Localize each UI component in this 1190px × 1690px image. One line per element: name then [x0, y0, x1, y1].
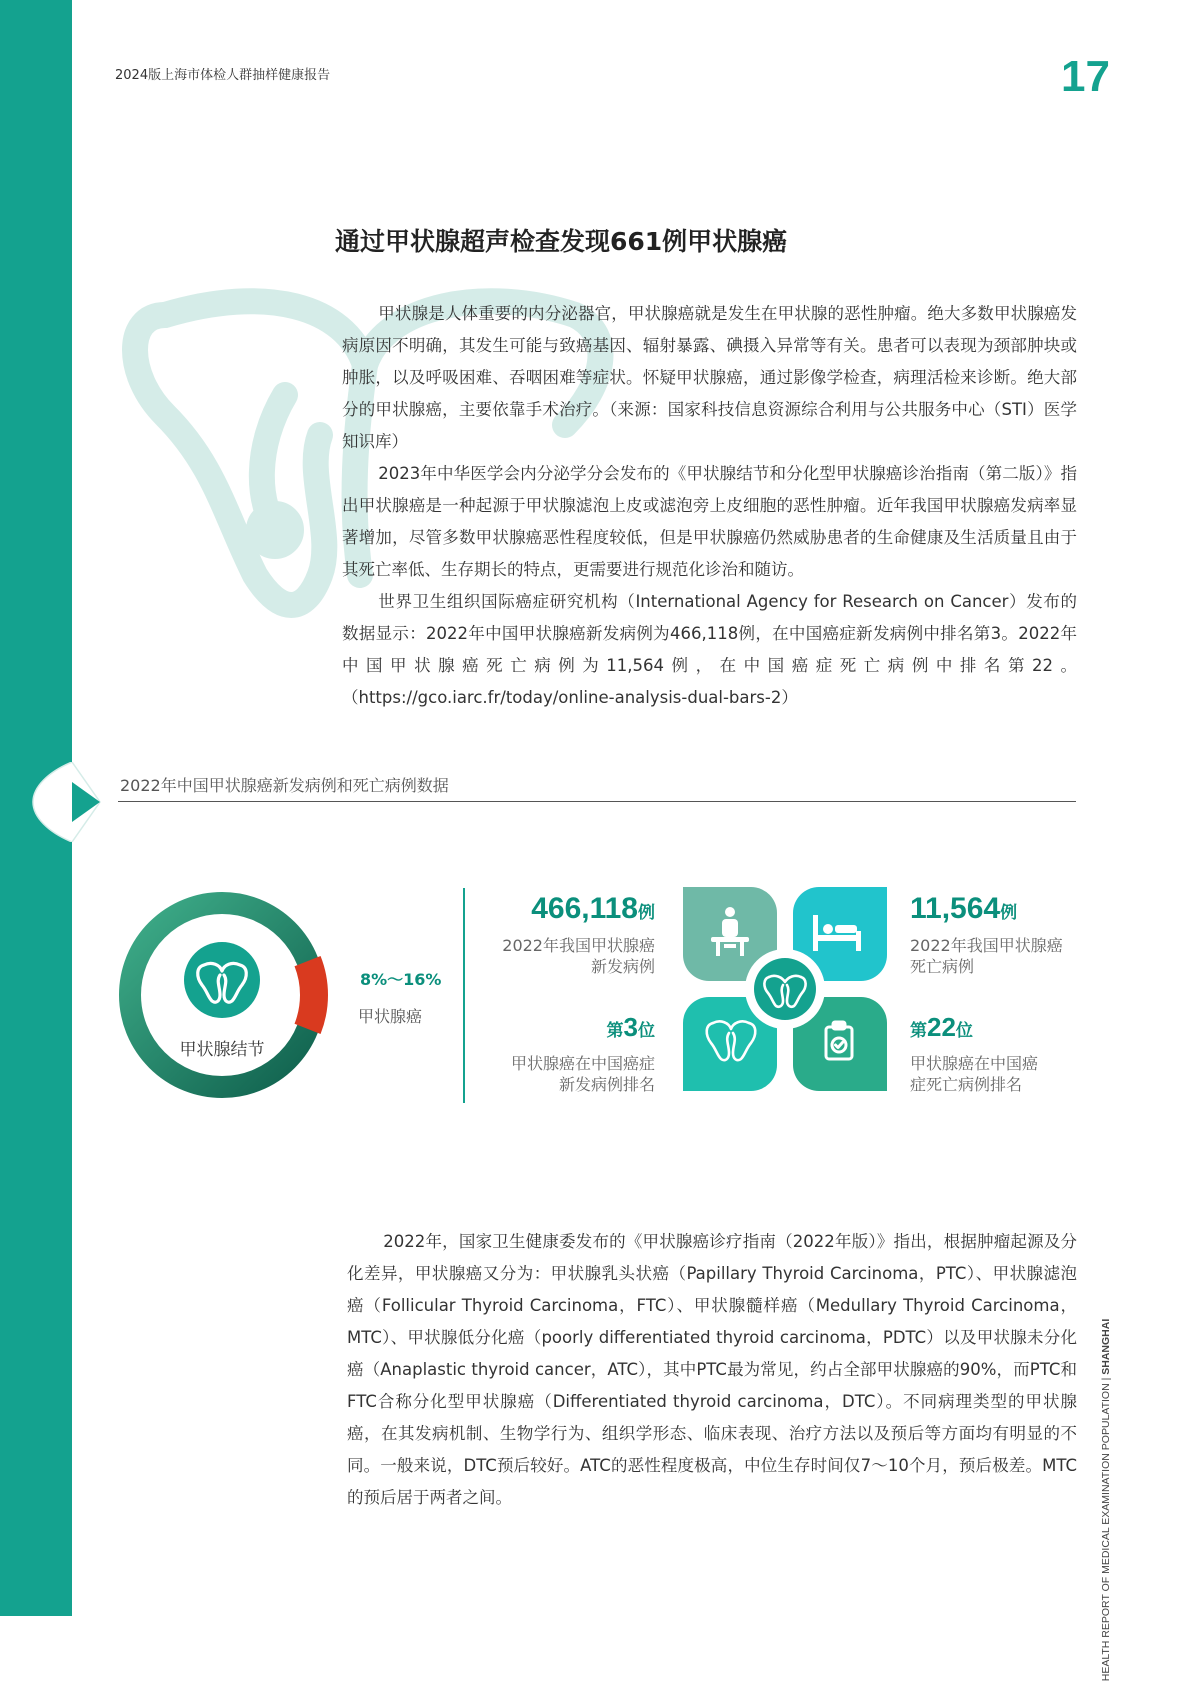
- body-paragraph: 2022年，国家卫生健康委发布的《甲状腺癌诊疗指南（2022年版）》指出，根据肿瘤起源及分化差异，甲状腺癌又分为：甲状腺乳头状癌（Papillary Thyroid Carcinoma，PTC）、甲状腺滤泡癌（Follicular Thyroid Carcinoma，FTC）、甲状腺髓样癌（Medullary Thyroid Carcinoma，MTC）、甲状腺低分化癌（poorly differentiated thyroid carcinoma，PDTC）以及甲状腺未分化癌（Anaplastic thyroid cancer，ATC），其中PTC最为常见，约占全部甲状腺癌的90%，而PTC和FTC合称分化型甲状腺癌（Differentiated thyroid carcinoma，DTC）。不同病理类型的甲状腺癌，在其发病机制、生物学行为、组织学形态、临床表现、治疗方法以及预后等方面均有明显的不同。一般来说，DTC预后较好。ATC的恶性程度极高，中位生存时间仅7～10个月，预后极差。MTC的预后居于两者之间。: [347, 1232, 1077, 1507]
- intro-paragraph: 甲状腺是人体重要的内分泌器官，甲状腺癌就是发生在甲状腺的恶性肿瘤。绝大多数甲状腺癌发病原因不明确，其发生可能与致癌基因、辐射暴露、碘摄入异常等有关。患者可以表现为颈部肿块或肿胀，以及呼吸困难、吞咽困难等症状。怀疑甲状腺癌，通过影像学检查，病理活检来诊断。绝大部分的甲状腺癌，主要依靠手术治疗。（来源：国家科技信息资源综合利用与公共服务中心（STI）医学知识库）: [342, 304, 1077, 451]
- body-text: [347, 1226, 1077, 1514]
- chart-divider: [463, 888, 465, 1103]
- deaths-desc: 2022年我国甲状腺癌 死亡病例: [910, 936, 1063, 976]
- incidence-rank-value: 第3位: [606, 1012, 655, 1042]
- donut-center-label: 甲状腺结节: [179, 1040, 265, 1060]
- intro-text: [342, 298, 1077, 714]
- side-vertical-label: HEALTH REPORT OF MEDICAL EXAMINATION POPULATION | SHANGHAI: [1100, 1318, 1112, 1682]
- new-cases-value: 466,118例: [531, 892, 655, 925]
- incidence-rank-desc: 甲状腺癌在中国癌症 新发病例排名: [510, 1054, 655, 1094]
- stats-clover-graphic: [683, 887, 887, 1091]
- thyroid-nodule-donut: [112, 885, 332, 1105]
- intro-paragraph: 世界卫生组织国际癌症研究机构（International Agency for Research on Cancer）发布的数据显示：2022年中国甲状腺癌新发病例为466,118例，在中国癌症新发病例中排名第3。2022年中国甲状腺癌死亡病例为11,564例，在中国癌症死亡病例中排名第22。（https://gco.iarc.fr/today/online-analysis-dual-bars-2）: [342, 592, 1077, 707]
- deaths-value: 11,564例: [910, 892, 1018, 925]
- section-title: 通过甲状腺超声检查发现661例甲状腺癌: [335, 227, 788, 256]
- new-cases-desc: 2022年我国甲状腺癌 新发病例: [502, 936, 655, 976]
- chart-title-pointer: [28, 762, 108, 842]
- death-rank-desc: 甲状腺癌在中国癌 症死亡病例排名: [910, 1054, 1039, 1094]
- thyroid-cancer-range: 8%～16%: [360, 970, 442, 989]
- chart-title: 2022年中国甲状腺癌新发病例和死亡病例数据: [120, 776, 449, 795]
- death-rank-value: 第22位: [910, 1012, 973, 1042]
- chart-title-rule: [118, 801, 1076, 802]
- page-number: 17: [1061, 52, 1110, 101]
- donut-highlight-segment: [308, 961, 314, 1029]
- thyroid-cancer-range-label: 甲状腺癌: [358, 1007, 423, 1026]
- donut-center-badge: [184, 942, 260, 1018]
- clover-center-badge: [754, 958, 816, 1020]
- intro-paragraph: 2023年中华医学会内分泌学分会发布的《甲状腺结节和分化型甲状腺癌诊治指南（第二版）》指出甲状腺癌是一种起源于甲状腺滤泡上皮或滤泡旁上皮细胞的恶性肿瘤。近年我国甲状腺癌发病率显著增加，尽管多数甲状腺癌恶性程度较低，但是甲状腺癌仍然威胁患者的生命健康及生活质量且由于其死亡率低、生存期长的特点，更需要进行规范化诊治和随访。: [342, 464, 1077, 579]
- report-title: 2024版上海市体检人群抽样健康报告: [115, 68, 331, 83]
